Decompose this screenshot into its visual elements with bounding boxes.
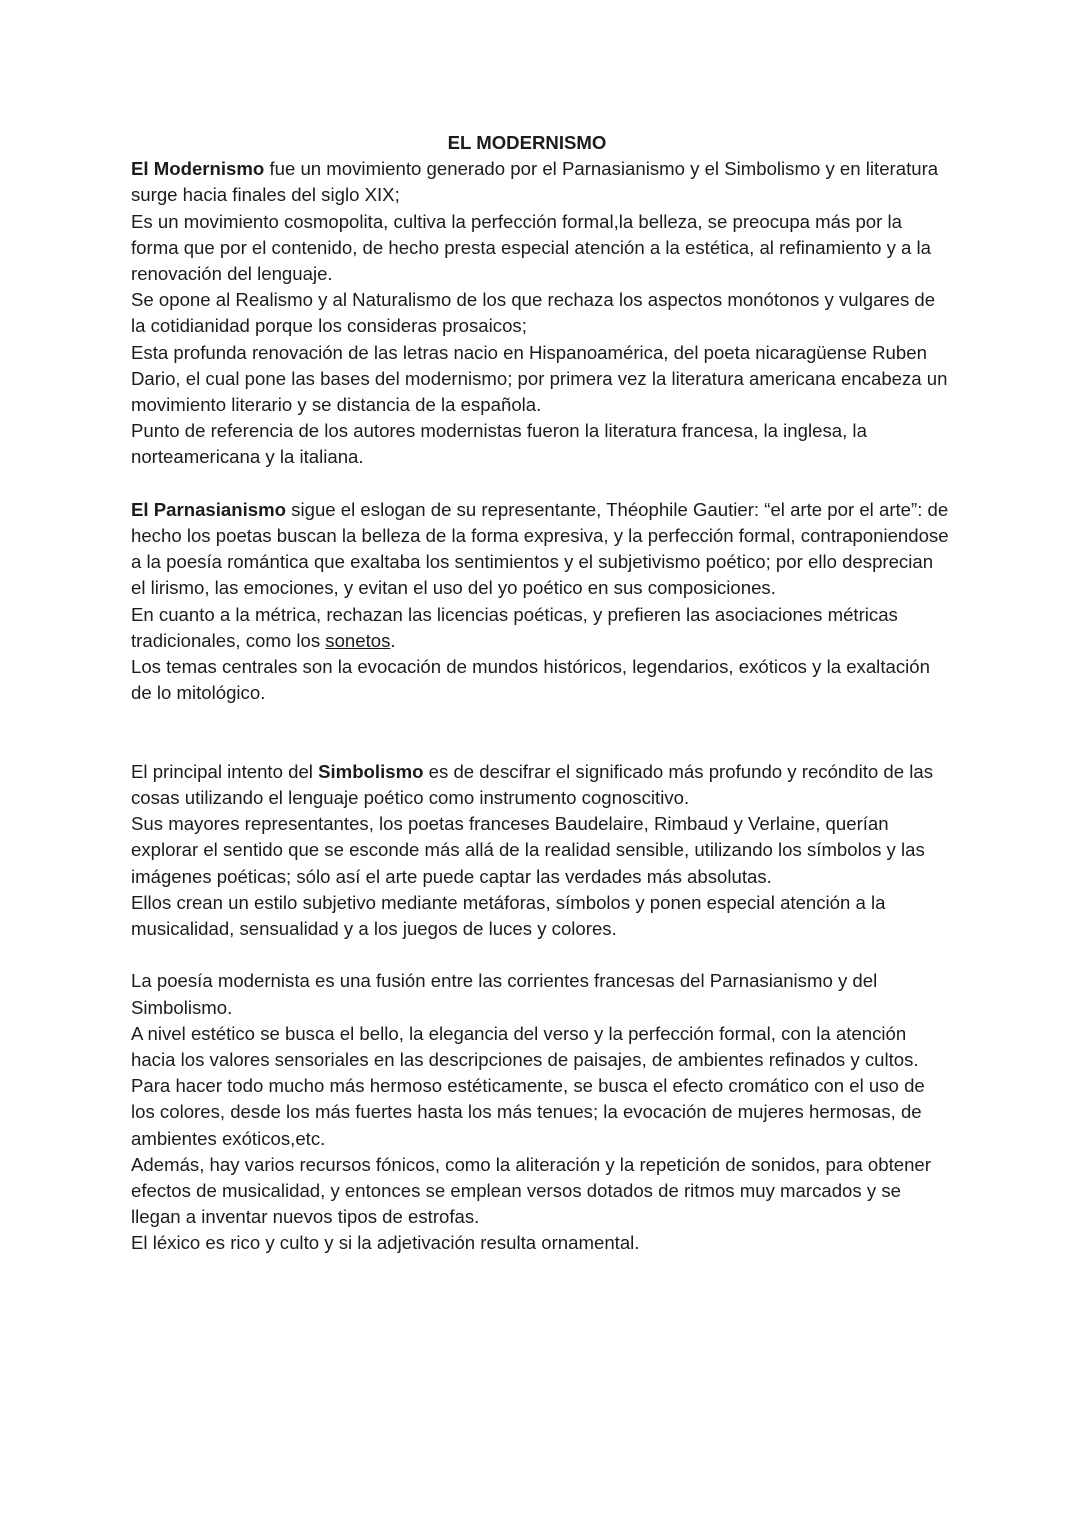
paragraph: A nivel estético se busca el bello, la elegancia del verso y la perfección formal, con la atención hacia los valores sensoriales en las descripciones de paisajes, de ambientes refinados y cultos. [131, 1022, 919, 1071]
section-poesia-modernista [131, 968, 951, 1256]
paragraph: La poesía modernista es una fusión entre las corrientes francesas del Parnasianismo y del Simbolismo. [131, 970, 878, 1018]
underlined-term-sonetos: sonetos [325, 629, 391, 651]
blank-line [131, 471, 951, 497]
paragraph-text: sigue el eslogan de su representante, Théophile Gautier: “el arte por el arte”: de hecho los poetas buscan la belleza de la forma expresiva, y la perfección formal, contraponiendose a la poesía romántica que exaltaba los sentimientos y el subjetivismo poético; por ello desprecian el lirismo, las emociones, y evitan el uso del yo poético en sus composiciones. [131, 498, 949, 599]
paragraph: Ellos crean un estilo subjetivo mediante metáforas, símbolos y ponen especial atención a la musicalidad, sensualidad y a los juegos de luces y colores. [131, 891, 886, 940]
blank-line [131, 942, 951, 968]
document-title: EL MODERNISMO [447, 132, 607, 153]
section-modernismo [131, 156, 951, 470]
paragraph [131, 497, 951, 602]
paragraph: El léxico es rico y culto y si la adjetivación resulta ornamental. [131, 1232, 640, 1254]
section-parnasianismo [131, 497, 951, 707]
paragraph [131, 759, 951, 811]
paragraph-text: fue un movimiento generado por el Parnasianismo y el Simbolismo y en literatura surge hacia finales del siglo XIX; [131, 158, 939, 206]
bold-term-simbolismo: Simbolismo [318, 760, 424, 782]
paragraph: Para hacer todo mucho más hermoso estéticamente, se busca el efecto cromático con el uso de los colores, desde los más fuertes hasta los más tenues; la evocación de mujeres hermosas, de ambientes exóticos,etc. [131, 1075, 925, 1149]
bold-term-parnasianismo: El Parnasianismo [131, 498, 287, 520]
paragraph: Punto de referencia de los autores modernistas fueron la literatura francesa, la inglesa, la norteamericana y la italiana. [131, 420, 867, 468]
paragraph: Esta profunda renovación de las letras nacio en Hispanoamérica, del poeta nicaragüense Ruben Dario, el cual pone las bases del modernismo; por primera vez la literatura americana encabeza un movimiento literario y se distancia de la española. [131, 341, 948, 416]
paragraph: Además, hay varios recursos fónicos, como la aliteración y la repetición de sonidos, para obtener efectos de musicalidad, y entonces se emplean versos dotados de ritmos muy marcados y se llegan a inventar nuevos tipos de estrofas. [131, 1153, 931, 1228]
paragraph [131, 602, 951, 654]
paragraph-text: . [390, 629, 396, 651]
paragraph: Sus mayores representantes, los poetas franceses Baudelaire, Rimbaud y Verlaine, querían explorar el sentido que se esconde más allá de la realidad sensible, utilizando los símbolos y las imágenes poéticas; sólo así el arte puede captar las verdades más absolutas. [131, 813, 925, 887]
paragraph: Los temas centrales son la evocación de mundos históricos, legendarios, exóticos y la exaltación de lo mitológico. [131, 656, 930, 704]
paragraph-text: es de descifrar el significado más profundo y recóndito de las cosas utilizando el lenguaje poético como instrumento cognoscitivo. [131, 760, 934, 809]
section-simbolismo [131, 759, 951, 942]
paragraph: Es un movimiento cosmopolita, cultiva la perfección formal,la belleza, se preocupa más por la forma que por el contenido, de hecho presta especial atención a la estética, al refinamiento y a la renovación del lenguaje. [131, 210, 932, 285]
paragraph [131, 156, 951, 208]
paragraph-text: En cuanto a la métrica, rechazan las licencias poéticas, y prefieren las asociaciones métricas tradicionales, como los [131, 603, 898, 651]
blank-lines [131, 706, 951, 758]
document-body [131, 130, 951, 1257]
bold-term-modernismo: El Modernismo [131, 158, 265, 180]
paragraph-text: El principal intento del [131, 760, 319, 782]
paragraph: Se opone al Realismo y al Naturalismo de los que rechaza los aspectos monótonos y vulgares de la cotidianidad porque los consideras prosaicos; [131, 289, 936, 337]
